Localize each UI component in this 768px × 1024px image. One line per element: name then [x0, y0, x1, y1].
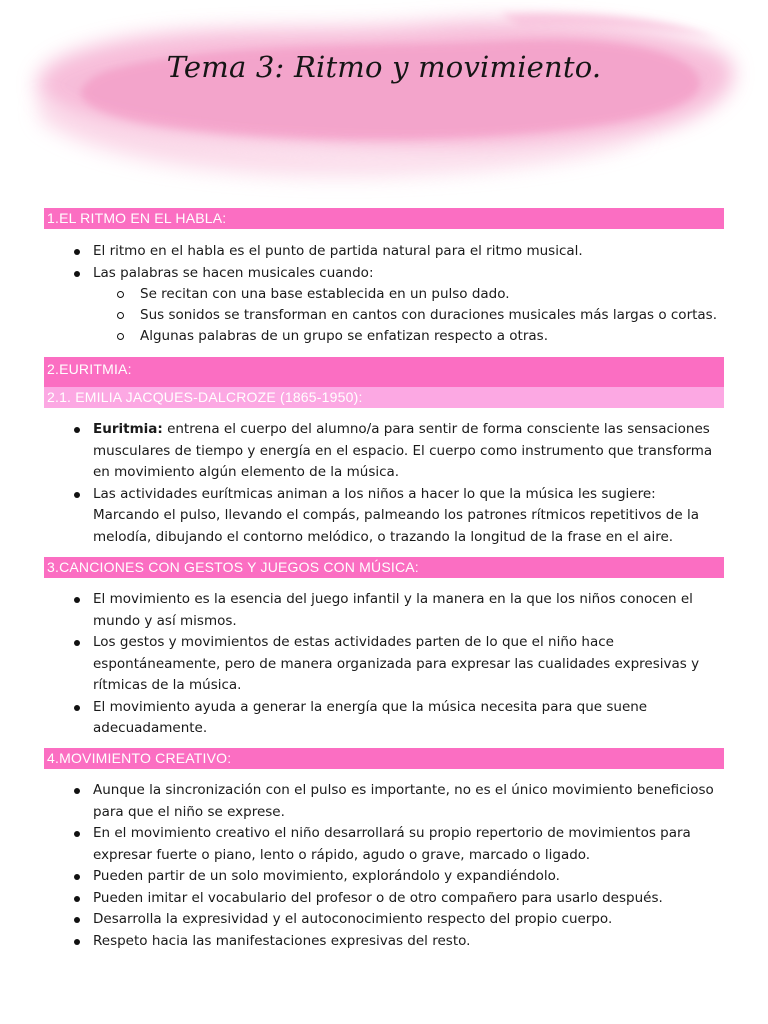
list-item: Desarrolla la expresividad y el autoconocimiento respecto del propio cuerpo. — [0, 909, 768, 931]
list-item: El movimiento ayuda a generar la energía que la música necesita para que suene adecuadamente. — [0, 697, 768, 740]
bullet-icon — [74, 831, 80, 837]
subsection-heading-dalcroze: 2.1. EMILIA JACQUES-DALCROZE (1865-1950): — [44, 387, 724, 408]
list-item: Pueden imitar el vocabulario del profesor o de otro compañero para usarlo después. — [0, 888, 768, 910]
sub-list-item: Se recitan con una base establecida en un pulso dado. — [0, 284, 768, 305]
list-item: Las actividades eurítmicas animan a los niños a hacer lo que la música les sugiere: Marcando el pulso, llevando el compás, palmeando los patrones rítmicos repetitivos de la melodía, dibujando el contorno melódico, o trazando la longitud de la frase en el aire. — [0, 484, 768, 549]
circle-bullet-icon — [117, 333, 124, 340]
bullet-icon — [74, 896, 80, 902]
watercolor-header — [0, 0, 768, 200]
bullet-icon — [74, 597, 80, 603]
list-item: Pueden partir de un solo movimiento, explorándolo y expandiéndolo. — [0, 866, 768, 888]
section-list-movimiento-creativo — [0, 780, 768, 952]
section-list-euritmia — [0, 419, 768, 548]
section-heading-movimiento-creativo: 4.MOVIMIENTO CREATIVO: — [44, 748, 724, 769]
bullet-icon — [74, 640, 80, 646]
bullet-icon — [74, 705, 80, 711]
list-item: Los gestos y movimientos de estas actividades parten de lo que el niño hace espontáneamente, pero de manera organizada para expresar las cualidades expresivas y rítmicas de la música. — [0, 632, 768, 697]
list-item: El movimiento es la esencia del juego infantil y la manera en la que los niños conocen el mundo y así mismos. — [0, 589, 768, 632]
bullet-icon — [74, 271, 80, 277]
list-item: Aunque la sincronización con el pulso es importante, no es el único movimiento beneficioso para que el niño se exprese. — [0, 780, 768, 823]
page-title: Tema 3: Ritmo y movimiento. — [166, 50, 602, 84]
circle-bullet-icon — [117, 291, 124, 298]
section-heading-canciones: 3.CANCIONES CON GESTOS Y JUEGOS CON MÚSICA: — [44, 557, 724, 578]
sub-list-item: Sus sonidos se transforman en cantos con duraciones musicales más largas o cortas. — [0, 305, 768, 326]
list-item: Las palabras se hacen musicales cuando: — [0, 263, 768, 285]
section-heading-euritmia: 2.EURITMIA: — [44, 357, 724, 387]
bullet-icon — [74, 874, 80, 880]
bullet-icon — [74, 939, 80, 945]
section-heading-ritmo-habla: 1.EL RITMO EN EL HABLA: — [44, 208, 724, 229]
section-list-canciones — [0, 589, 768, 740]
sub-list-item: Algunas palabras de un grupo se enfatizan respecto a otras. — [0, 326, 768, 347]
bullet-icon — [74, 917, 80, 923]
circle-bullet-icon — [117, 312, 124, 319]
bullet-icon — [74, 427, 80, 433]
bullet-icon — [74, 788, 80, 794]
list-item: El ritmo en el habla es el punto de partida natural para el ritmo musical. — [0, 241, 768, 263]
list-item: Respeto hacia las manifestaciones expresivas del resto. — [0, 931, 768, 953]
section-list-ritmo-habla — [0, 241, 768, 347]
bullet-icon — [74, 249, 80, 255]
list-item: Euritmia: entrena el cuerpo del alumno/a para sentir de forma consciente las sensaciones musculares de tiempo y energía en el espacio. El cuerpo como instrumento que transforma en movimiento algún elemento de la música. — [0, 419, 768, 484]
list-item: En el movimiento creativo el niño desarrollará su propio repertorio de movimientos para expresar fuerte o piano, lento o rápido, agudo o grave, marcado o ligado. — [0, 823, 768, 866]
bullet-icon — [74, 492, 80, 498]
